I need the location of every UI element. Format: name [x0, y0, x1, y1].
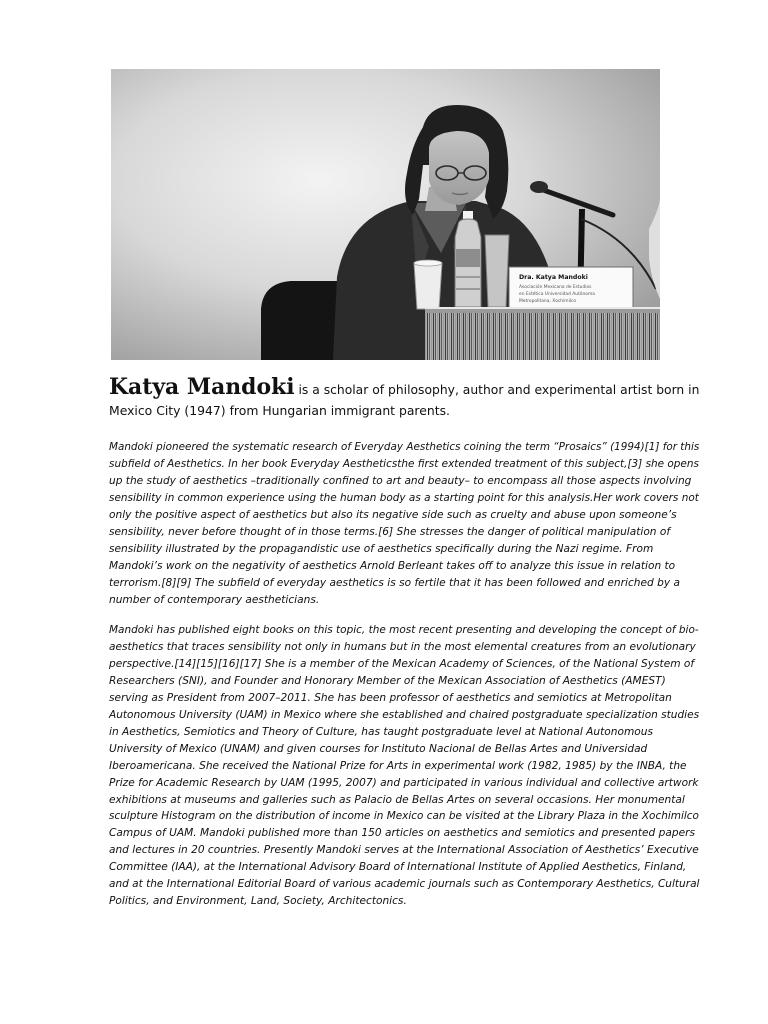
- text-line: University of Mexico (UNAM) and given courses for Instituto Nacional de Bellas Artes and Universidad: [109, 742, 648, 755]
- person-name: Katya Mandoki: [109, 374, 295, 400]
- intro-text: is a scholar of philosophy, author and experimental artist born in: [294, 382, 700, 397]
- paragraph-prosaics: [109, 439, 699, 609]
- text-line: up the study of aesthetics –traditionally confined to art and beauty– to encompass all those aspects involving: [109, 474, 692, 487]
- text-line: Committee (IAA), at the International Advisory Board of International Institute of Applied Aesthetics, Finland,: [109, 861, 687, 874]
- portrait-photo: [111, 69, 660, 360]
- text-line: aesthetics that traces sensibility not only in humans but in the most elemental creatures from an evolutionary: [109, 640, 696, 653]
- text-line: exhibitions at museums and galleries such as Palacio de Bellas Artes on several occasions. Her monumental: [109, 793, 685, 806]
- text-line: sculpture Histogram on the distribution of income in Mexico can be visited at the Library Plaza in the Xochimilco: [109, 810, 699, 823]
- text-line: Iberoamericana. She received the National Prize for Arts in experimental work (1982, 1985) by the INBA, the: [109, 759, 687, 772]
- portrait-illustration: [111, 69, 660, 360]
- text-line: and lectures in 20 countries. Presently Mandoki serves at the International Association of Aesthetics’ Executive: [109, 844, 699, 857]
- text-line: Mandoki’s work on the negativity of aesthetics Arnold Berleant takes off to analyze this issue in relation to: [109, 559, 676, 572]
- text-line: Researchers (SNI), and Founder and Honorary Member of the Mexican Association of Aesthetics (AMEST): [109, 674, 666, 687]
- text-line: sensibility, never before thought of in those terms.[6] She stresses the danger of political manipulation of: [109, 525, 671, 538]
- text-line: perspective.[14][15][16][17] She is a member of the Mexican Academy of Sciences, of the National System of: [109, 657, 695, 670]
- intro-line-1: [109, 374, 700, 400]
- intro-line-2: Mexico City (1947) from Hungarian immigrant parents.: [109, 403, 450, 418]
- nameplate-line: en Estética Universidad Autónoma: [519, 292, 595, 297]
- text-line: Campus of UAM. Mandoki published more than 150 articles on aesthetics and semiotics and presented papers: [109, 827, 695, 840]
- text-line: Politics, and Environment, Land, Society, Architectonics.: [109, 895, 407, 908]
- nameplate-line: Metropolitana, Xochimilco: [519, 299, 577, 304]
- text-line: only the positive aspect of aesthetics but also its negative side such as cruelty and abuse upon someone’s: [109, 508, 677, 521]
- text-line: serving as President from 2007–2011. She has been professor of aesthetics and semiotics at Metropolitan: [109, 691, 672, 704]
- text-line: Mandoki has published eight books on this topic, the most recent presenting and developing the concept of bio-: [109, 624, 699, 636]
- text-line: number of contemporary aestheticians.: [109, 593, 320, 606]
- text-line: Prize for Academic Research by UAM (1995, 2007) and participated in various individual and collective artwork: [109, 776, 699, 789]
- text-line: subfield of Aesthetics. In her book Everyday Aestheticsthe first extended treatment of this subject,[3] she opens: [109, 457, 699, 470]
- paragraph-career: [109, 622, 699, 910]
- text-line: Autonomous University (UAM) in Mexico where she established and chaired postgraduate specialization studies: [109, 708, 700, 721]
- nameplate-title: Dra. Katya Mandoki: [519, 274, 588, 281]
- intro-heading: [109, 374, 700, 421]
- nameplate-line: Asociación Mexicana de Estudios: [519, 285, 592, 290]
- text-line: sensibility in common experience using the human body as a starting point for this analysis.Her work covers not: [109, 491, 699, 504]
- text-line: sensibility illustrated by the propagandistic use of aesthetics specifically during the Nazi regime. From: [109, 542, 654, 555]
- text-line: terrorism.[8][9] The subfield of everyday aesthetics is so fertile that it has been followed and enriched by a: [109, 576, 680, 589]
- text-line: in Aesthetics, Semiotics and Theory of Culture, has taught postgraduate level at National Autonomous: [109, 725, 653, 738]
- text-line: and at the International Editorial Board of various academic journals such as Contemporary Aesthetics, Cultural: [109, 878, 700, 891]
- text-line: Mandoki pioneered the systematic research of Everyday Aesthetics coining the term “Prosaics” (1994)[1] for this: [109, 441, 700, 453]
